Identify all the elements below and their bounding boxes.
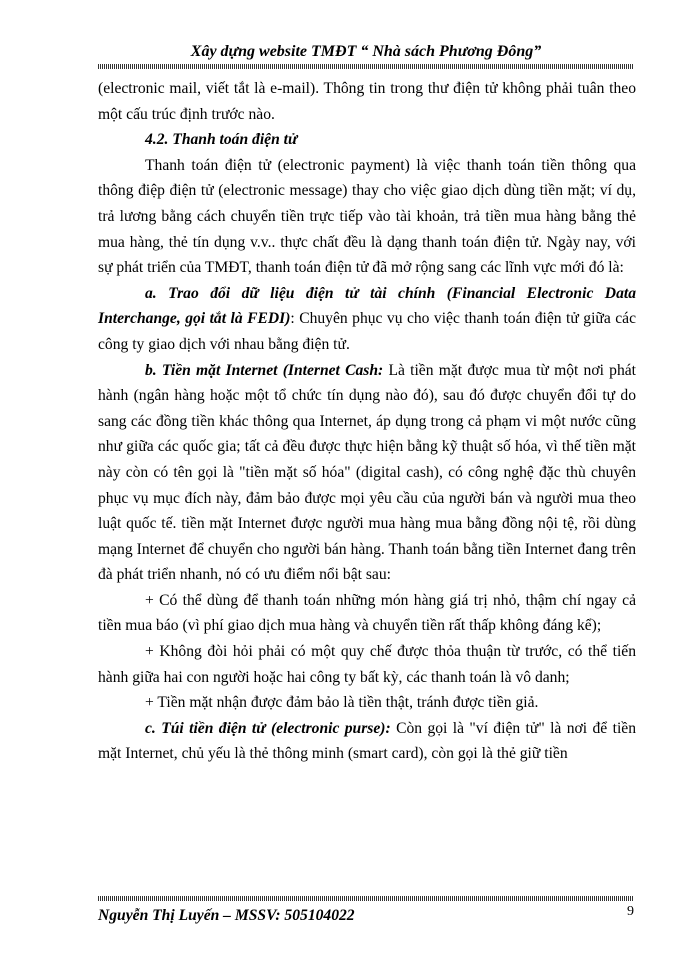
item-b-title: b. Tiền mặt Internet (Internet Cash: (145, 361, 384, 379)
bullet-3: + Tiền mặt nhận được đảm bảo là tiền thật, tránh được tiền giả. (145, 694, 539, 712)
page-content (98, 76, 636, 767)
header-rule (98, 64, 634, 69)
bullet-2: + Không đòi hỏi phải có một quy chế được thỏa thuận từ trước, có thể tiến hành giữa hai con người hoặc hai công ty bất kỳ, các thanh toán là vô danh; (98, 643, 636, 686)
page-header: Xây dựng website TMĐT “ Nhà sách Phương Đông” (190, 43, 542, 60)
item-a-text: : Chuyên phục vụ cho việc thanh toán điện tử giữa các công ty giao dịch với nhau bằng điện tử. (98, 310, 636, 353)
page-number: 9 (627, 904, 634, 919)
item-c (98, 716, 636, 767)
item-c-title: c. Túi tiền điện tử (electronic purse): (145, 719, 391, 737)
item-a-title: a. Trao đổi dữ liệu điện tử tài chính (Financial Electronic Data Interchange, gọi tắt là FEDI) (98, 284, 636, 328)
paragraph-email: (electronic mail, viết tắt là e-mail). Thông tin trong thư điện tử không phải tuân theo một cấu trúc định trước nào. (98, 80, 636, 123)
paragraph-e-payment: Thanh toán điện tử (electronic payment) là việc thanh toán tiền thông qua thông điệp điện tử (electronic message) thay cho việc giao dịch dùng tiền mặt; ví dụ, trả lương bằng cách chuyển tiền trực tiếp vào tài khoản, trả tiền mua hàng bằng thẻ mua hàng, thẻ tín dụng v.v.. thực chất đều là dạng thanh toán điện tử. Ngày nay, với sự phát triển của TMĐT, thanh toán điện tử đã mở rộng sang các lĩnh vực mới đó là: (98, 156, 636, 277)
item-b-text: Là tiền mặt được mua từ một nơi phát hành (ngân hàng hoặc một tổ chức tín dụng nào đó), sau đó được chuyển đổi tự do sang các đồng tiền khác thông qua Internet, áp dụng trong cả phạm vi một nước cũng như giữa các quốc gia; tất cả đều được thực hiện bằng kỹ thuật số hóa, vì thế tiền mặt này còn có tên gọi là "tiền mặt số hóa" (digital cash), có công nghệ đặc thù chuyên phục vụ mục đích này, đảm bảo được mọi yêu cầu của người bán và người mua theo luật quốc tế. tiền mặt Internet được người mua hàng mua bằng đồng nội tệ, rồi dùng mạng Internet để chuyển cho người bán hàng. Thanh toán bằng tiền Internet đang trên đà phát triển nhanh, nó có ưu điểm nổi bật sau: (98, 361, 637, 584)
item-c-text: Còn gọi là "ví điện tử" là nơi để tiền mặt Internet, chủ yếu là thẻ thông minh (smart card), còn gọi là thẻ giữ tiền (98, 719, 636, 763)
page-footer (98, 904, 634, 928)
item-b (98, 358, 636, 588)
item-a (98, 281, 636, 358)
footer-author: Nguyễn Thị Luyến – MSSV: 505104022 (98, 907, 355, 924)
section-heading: 4.2. Thanh toán điện tử (145, 131, 298, 149)
footer-rule (98, 896, 634, 901)
bullet-1: + Có thể dùng để thanh toán những món hàng giá trị nhỏ, thậm chí ngay cả tiền mua báo (vì phí giao dịch mua hàng và chuyển tiền rất thấp không đáng kể); (98, 591, 636, 635)
